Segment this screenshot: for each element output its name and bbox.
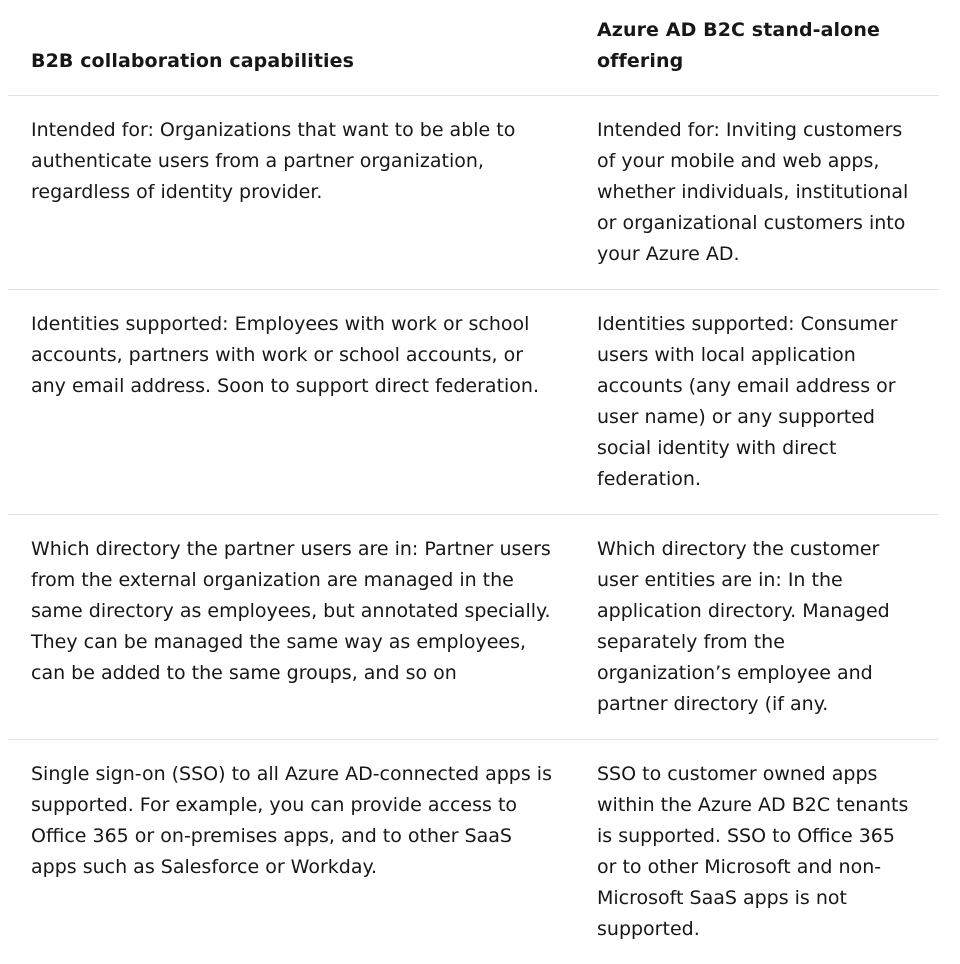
table-row bbox=[8, 515, 939, 740]
table-row bbox=[8, 96, 939, 290]
cell-intended-for-b2c: Intended for: Inviting customers of your mobile and web apps, whether individuals, institutional or organizational customers into your Azure AD. bbox=[573, 96, 939, 290]
comparison-table bbox=[8, 0, 939, 964]
cell-identities-b2c: Identities supported: Consumer users with local application accounts (any email address or user name) or any supported social identity with direct federation. bbox=[573, 290, 939, 515]
cell-directory-b2c: Which directory the customer user entities are in: In the application directory. Managed separately from the organization’s employee and partner directory (if any. bbox=[573, 515, 939, 740]
cell-sso-b2b: Single sign-on (SSO) to all Azure AD-connected apps is supported. For example, you can provide access to Office 365 or on-premises apps, and to other SaaS apps such as Salesforce or Workday. bbox=[8, 740, 573, 964]
table-header bbox=[8, 0, 939, 96]
cell-sso-b2c: SSO to customer owned apps within the Azure AD B2C tenants is supported. SSO to Office 365 or to other Microsoft and non-Microsoft SaaS apps is not supported. bbox=[573, 740, 939, 964]
header-row bbox=[8, 0, 939, 96]
table-row bbox=[8, 290, 939, 515]
cell-identities-b2b: Identities supported: Employees with work or school accounts, partners with work or school accounts, or any email address. Soon to support direct federation. bbox=[8, 290, 573, 515]
cell-directory-b2b: Which directory the partner users are in: Partner users from the external organization are managed in the same directory as employees, but annotated specially. They can be managed the same way as employees, can be added to the same groups, and so on bbox=[8, 515, 573, 740]
header-azure-ad-b2c: Azure AD B2C stand-alone offering bbox=[573, 0, 939, 96]
header-b2b-collaboration: B2B collaboration capabilities bbox=[8, 0, 573, 96]
table-row bbox=[8, 740, 939, 964]
cell-intended-for-b2b: Intended for: Organizations that want to be able to authenticate users from a partner organization, regardless of identity provider. bbox=[8, 96, 573, 290]
table-body bbox=[8, 96, 939, 964]
